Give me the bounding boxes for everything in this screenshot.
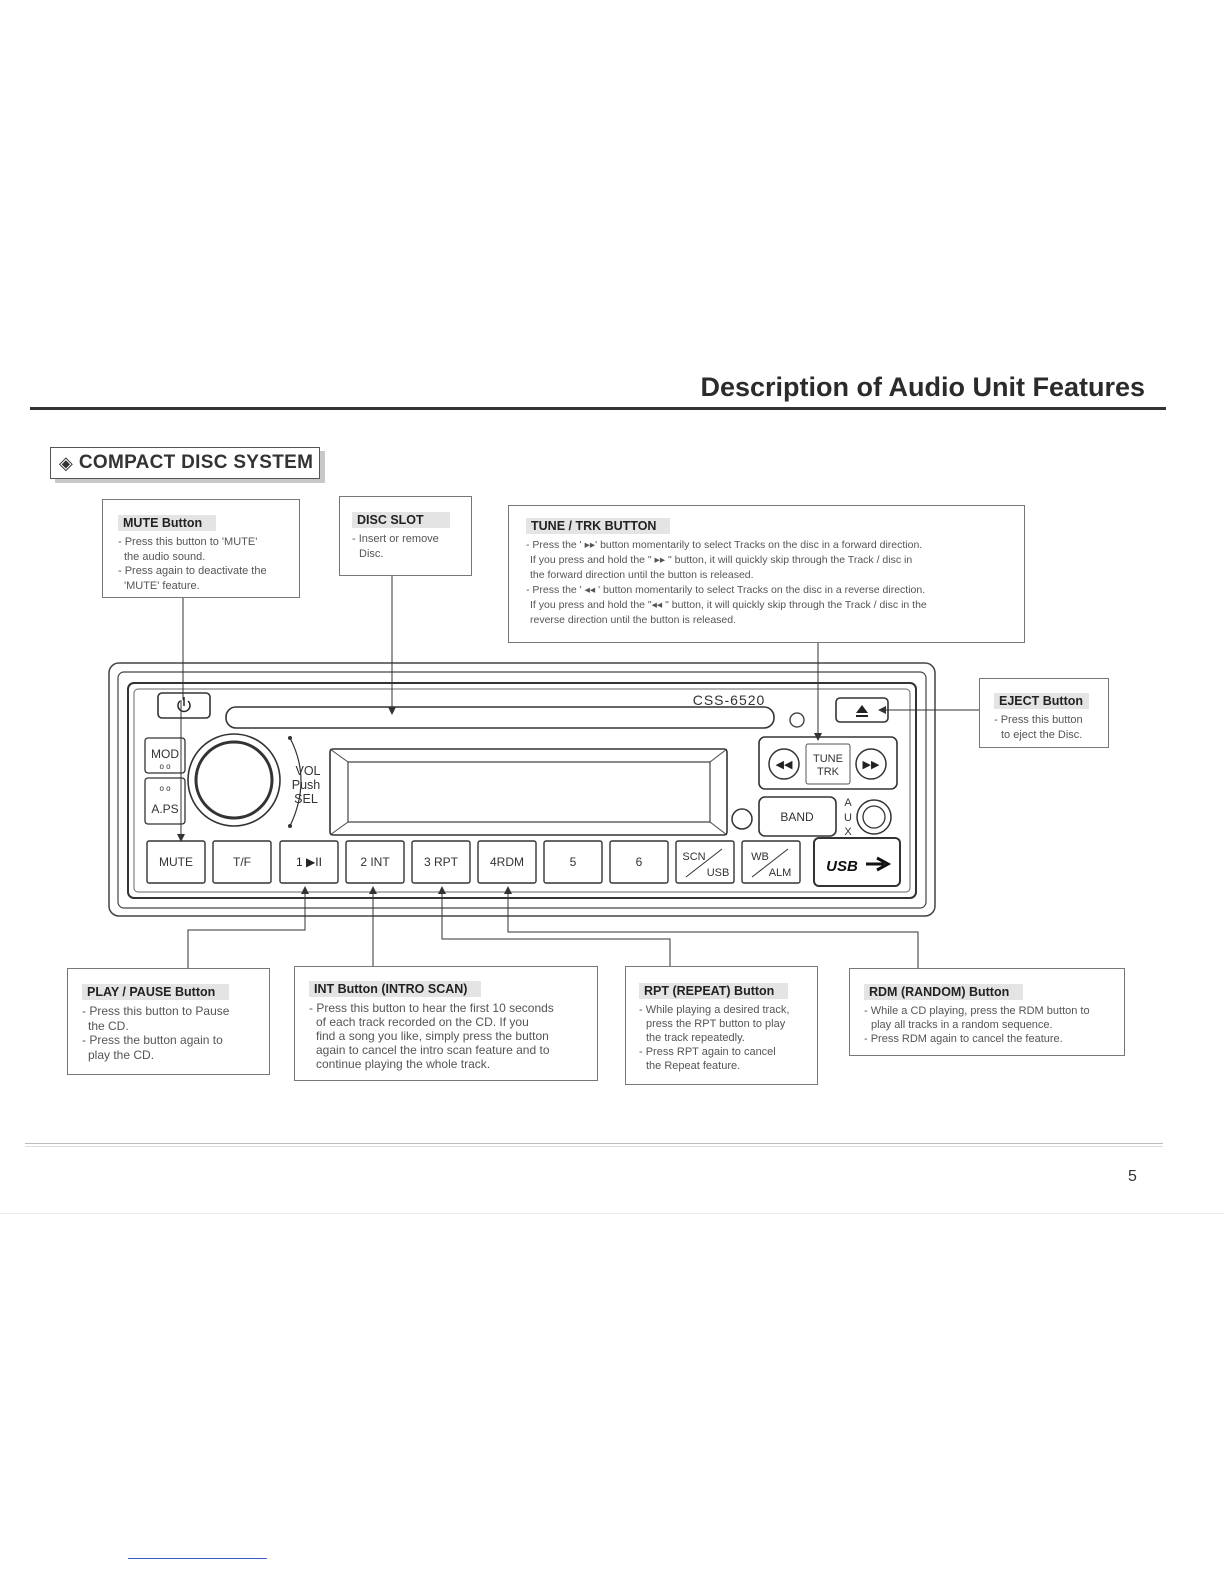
model-label: CSS-6520 xyxy=(692,692,766,708)
tune-line-4: - Press the ' ◂◂ ' button momentarily to select Tracks on the disc in a reverse direction. xyxy=(526,584,926,596)
int-line-1: - Press this button to hear the first 10 seconds xyxy=(309,1001,554,1015)
rpt-line-5: the Repeat feature. xyxy=(646,1060,741,1072)
preset-button-row xyxy=(147,838,900,886)
mod-dots: o o xyxy=(159,762,171,771)
rpt-line-3: the track repeatedly. xyxy=(646,1032,745,1044)
indicator-led xyxy=(790,713,804,727)
scn-label: SCN xyxy=(682,851,706,863)
tune-trk-callout-title: TUNE / TRK BUTTON xyxy=(526,518,670,534)
rdm-line-1: - While a CD playing, press the RDM button to xyxy=(864,1005,1090,1017)
preset-5-label: 5 xyxy=(569,855,577,869)
rdm-line-3: - Press RDM again to cancel the feature. xyxy=(864,1033,1063,1045)
usb-logo: USB xyxy=(826,858,858,875)
rdm-line-2: play all tracks in a random sequence. xyxy=(871,1019,1053,1031)
aux-label-a: A xyxy=(844,797,852,809)
tune-line-5: If you press and hold the "◂◂ " button, it will quickly skip through the Track / disc in the xyxy=(530,599,927,611)
rdm-button-label: 4RDM xyxy=(489,855,525,869)
mute-button-label: MUTE xyxy=(159,855,193,869)
rpt-line-4: - Press RPT again to cancel xyxy=(639,1046,776,1058)
tune-label: TUNE xyxy=(813,753,843,765)
aux-label-u: U xyxy=(844,812,852,824)
usb-mode-label: USB xyxy=(706,867,730,879)
disc-slot-callout-title: DISC SLOT xyxy=(352,512,450,528)
wb-label: WB xyxy=(751,851,769,863)
int-line-4: again to cancel the intro scan feature and to xyxy=(316,1043,550,1057)
rpt-line-2: press the RPT button to play xyxy=(646,1018,786,1030)
trk-label: TRK xyxy=(817,766,839,778)
play-line-3: - Press the button again to xyxy=(82,1033,223,1047)
play-line-4: play the CD. xyxy=(88,1047,155,1062)
tune-line-1: - Press the ' ▸▸' button momentarily to select Tracks on the disc in a forward direction. xyxy=(526,539,923,551)
int-line-2: of each track recorded on the CD. If you xyxy=(316,1015,529,1029)
eject-line-1: - Press this button xyxy=(994,714,1083,726)
tf-button-label: T/F xyxy=(233,855,251,869)
int-button-label: 2 INT xyxy=(360,855,390,869)
mute-line-2: the audio sound. xyxy=(124,550,206,563)
display-screen xyxy=(348,762,710,822)
rewind-icon: ◀◀ xyxy=(775,759,793,771)
play-line-1: - Press this button to Pause xyxy=(82,1004,230,1018)
int-line-5: continue playing the whole track. xyxy=(316,1057,491,1071)
diamond-icon: ◈ xyxy=(59,452,73,473)
fast-forward-icon: ▶▶ xyxy=(862,759,880,771)
alm-label: ALM xyxy=(768,867,792,879)
tune-line-3: the forward direction until the button is released. xyxy=(530,569,754,581)
tune-line-2: If you press and hold the " ▸▸ " button, it will quickly skip through the Track / disc in xyxy=(530,554,913,566)
mute-line-3: - Press again to deactivate the xyxy=(118,565,267,577)
rpt-line-1: - While playing a desired track, xyxy=(639,1004,790,1016)
eject-line-2: to eject the Disc. xyxy=(1001,728,1083,741)
mod-label: MOD xyxy=(151,747,179,761)
mute-line-4: 'MUTE' feature. xyxy=(124,579,200,592)
rpt-callout-title: RPT (REPEAT) Button xyxy=(639,983,788,999)
play-pause-callout-title: PLAY / PAUSE Button xyxy=(82,984,229,1000)
play-pause-button-label: 1 ▶II xyxy=(296,855,322,869)
rdm-callout-title: RDM (RANDOM) Button xyxy=(864,984,1023,1000)
mute-callout-title: MUTE Button xyxy=(118,515,216,531)
band-label: BAND xyxy=(780,810,814,824)
mute-line-1: - Press this button to 'MUTE' xyxy=(118,536,258,548)
int-line-3: find a song you like, simply press the button xyxy=(316,1029,549,1043)
int-callout-title: INT Button (INTRO SCAN) xyxy=(309,981,481,997)
ir-sensor xyxy=(732,809,752,829)
vol-label: VOL xyxy=(295,764,321,778)
disc-slot-line-1: - Insert or remove xyxy=(352,533,439,545)
disc-slot-line-2: Disc. xyxy=(359,547,384,560)
tune-line-6: reverse direction until the button is released. xyxy=(530,614,737,626)
aps-label: A.PS xyxy=(151,802,179,816)
section-title: COMPACT DISC SYSTEM xyxy=(78,452,314,473)
volume-knob[interactable] xyxy=(196,742,272,818)
page-title: Description of Audio Unit Features xyxy=(700,372,1145,402)
eject-callout-title: EJECT Button xyxy=(994,693,1089,709)
aux-label-x: X xyxy=(844,826,852,838)
disc-slot[interactable] xyxy=(226,707,774,728)
push-label: Push xyxy=(291,778,321,792)
preset-6-label: 6 xyxy=(635,855,643,869)
page-number: 5 xyxy=(1128,1168,1137,1185)
footer-rule xyxy=(25,1143,1163,1147)
aps-dots: o o xyxy=(159,784,171,793)
sel-label: SEL xyxy=(294,792,318,806)
play-line-2: the CD. xyxy=(88,1018,129,1033)
rpt-button-label: 3 RPT xyxy=(423,855,459,869)
bottom-link-underline xyxy=(128,1558,267,1559)
